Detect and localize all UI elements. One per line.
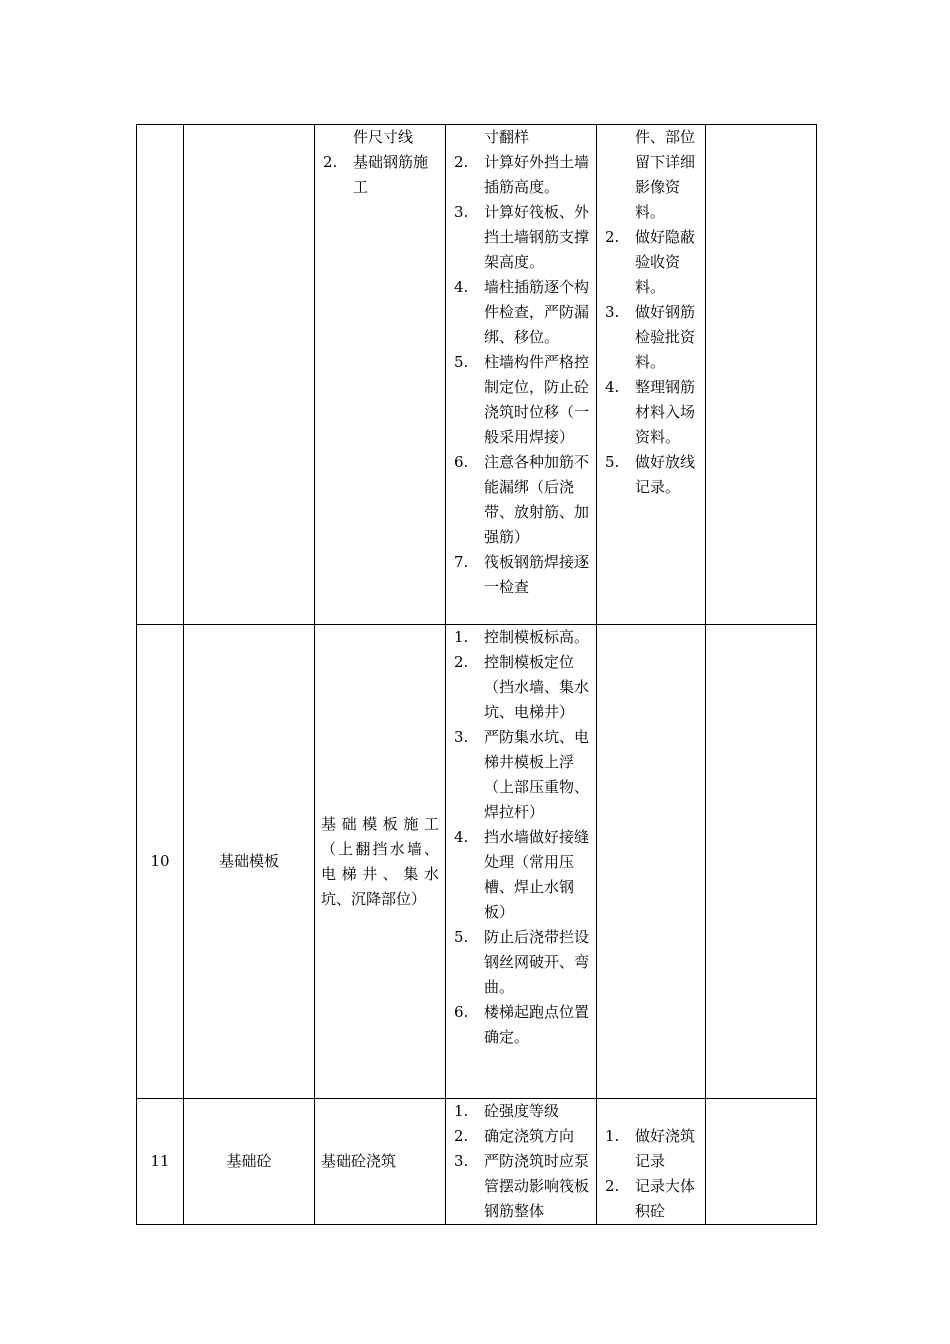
table-row bbox=[137, 1099, 817, 1225]
measures-list bbox=[446, 150, 596, 600]
item-name-cell bbox=[184, 125, 315, 625]
list-item: 3. 计算好筏板、外挡土墙钢筋支撑架高度。 bbox=[454, 203, 590, 271]
list-item: 2. 做好隐蔽验收资料。 bbox=[605, 228, 696, 296]
list-item: 3. 严防集水坑、电梯井模板上浮（上部压重物、焊拉杆） bbox=[454, 728, 590, 821]
list-item: 1. 控制模板标高。 bbox=[454, 628, 590, 646]
construction-table bbox=[136, 124, 817, 1225]
list-item: 2. 确定浇筑方向 bbox=[454, 1127, 575, 1145]
remark-cell bbox=[706, 625, 817, 1099]
records-list bbox=[597, 225, 705, 500]
list-item: 5. 防止后浇带拦设钢丝网破开、弯曲。 bbox=[454, 928, 590, 996]
content-cell: 基础砼浇筑 bbox=[315, 1099, 446, 1225]
content-cell: 基础模板施工（上翻挡水墙、电梯井、集水坑、沉降部位） bbox=[315, 625, 446, 1099]
list-item: 5. 柱墙构件严格控制定位，防止砼浇筑时位移（一般采用焊接） bbox=[454, 353, 590, 446]
measures-cell bbox=[446, 125, 597, 625]
measures-list bbox=[446, 625, 596, 1050]
list-item: 6. 楼梯起跑点位置确定。 bbox=[454, 1003, 590, 1046]
remark-cell bbox=[706, 1099, 817, 1225]
measures-cell bbox=[446, 625, 597, 1099]
list-item: 1. 做好浇筑记录 bbox=[605, 1127, 696, 1170]
records-cell bbox=[597, 625, 706, 1099]
row-number-cell: 11 bbox=[137, 1099, 184, 1225]
table-row bbox=[137, 625, 817, 1099]
list-item: 2. 控制模板定位（挡水墙、集水坑、电梯井） bbox=[454, 653, 590, 721]
remark-cell bbox=[706, 125, 817, 625]
records-cell bbox=[597, 1099, 706, 1225]
content-list bbox=[315, 150, 445, 200]
measures-continuation: 寸翻样 bbox=[484, 128, 530, 146]
list-item: 5. 做好放线记录。 bbox=[605, 453, 696, 496]
item-name-cell: 基础模板 bbox=[184, 625, 315, 1099]
list-item: 2. 记录大体积砼 bbox=[605, 1177, 696, 1220]
list-item: 3. 严防浇筑时应泵管摆动影响筏板钢筋整体 bbox=[454, 1152, 590, 1220]
list-item: 1. 砼强度等级 bbox=[454, 1102, 560, 1120]
item-name-cell: 基础砼 bbox=[184, 1099, 315, 1225]
content-continuation: 件尺寸线 bbox=[353, 128, 414, 146]
list-item: 2. 计算好外挡土墙插筋高度。 bbox=[454, 153, 590, 196]
measures-cell bbox=[446, 1099, 597, 1225]
records-cell bbox=[597, 125, 706, 625]
list-item: 2. 基础钢筋施工 bbox=[323, 153, 429, 196]
list-item: 3. 做好钢筋检验批资料。 bbox=[605, 303, 696, 371]
list-item: 4. 整理钢筋材料入场资料。 bbox=[605, 378, 696, 446]
content-cell bbox=[315, 125, 446, 625]
row-number-cell bbox=[137, 125, 184, 625]
list-item: 4. 墙柱插筋逐个构件检查，严防漏绑、移位。 bbox=[454, 278, 590, 346]
records-continuation: 件、部位留下详细影像资料。 bbox=[635, 128, 696, 221]
list-item: 6. 注意各种加筋不能漏绑（后浇带、放射筋、加强筋） bbox=[454, 453, 590, 546]
records-list bbox=[597, 1124, 705, 1224]
list-item: 7. 筏板钢筋焊接逐一检查 bbox=[454, 553, 590, 596]
table-row bbox=[137, 125, 817, 625]
row-number-cell: 10 bbox=[137, 625, 184, 1099]
list-item: 4. 挡水墙做好接缝处理（常用压槽、焊止水钢板） bbox=[454, 828, 590, 921]
measures-list bbox=[446, 1099, 596, 1224]
